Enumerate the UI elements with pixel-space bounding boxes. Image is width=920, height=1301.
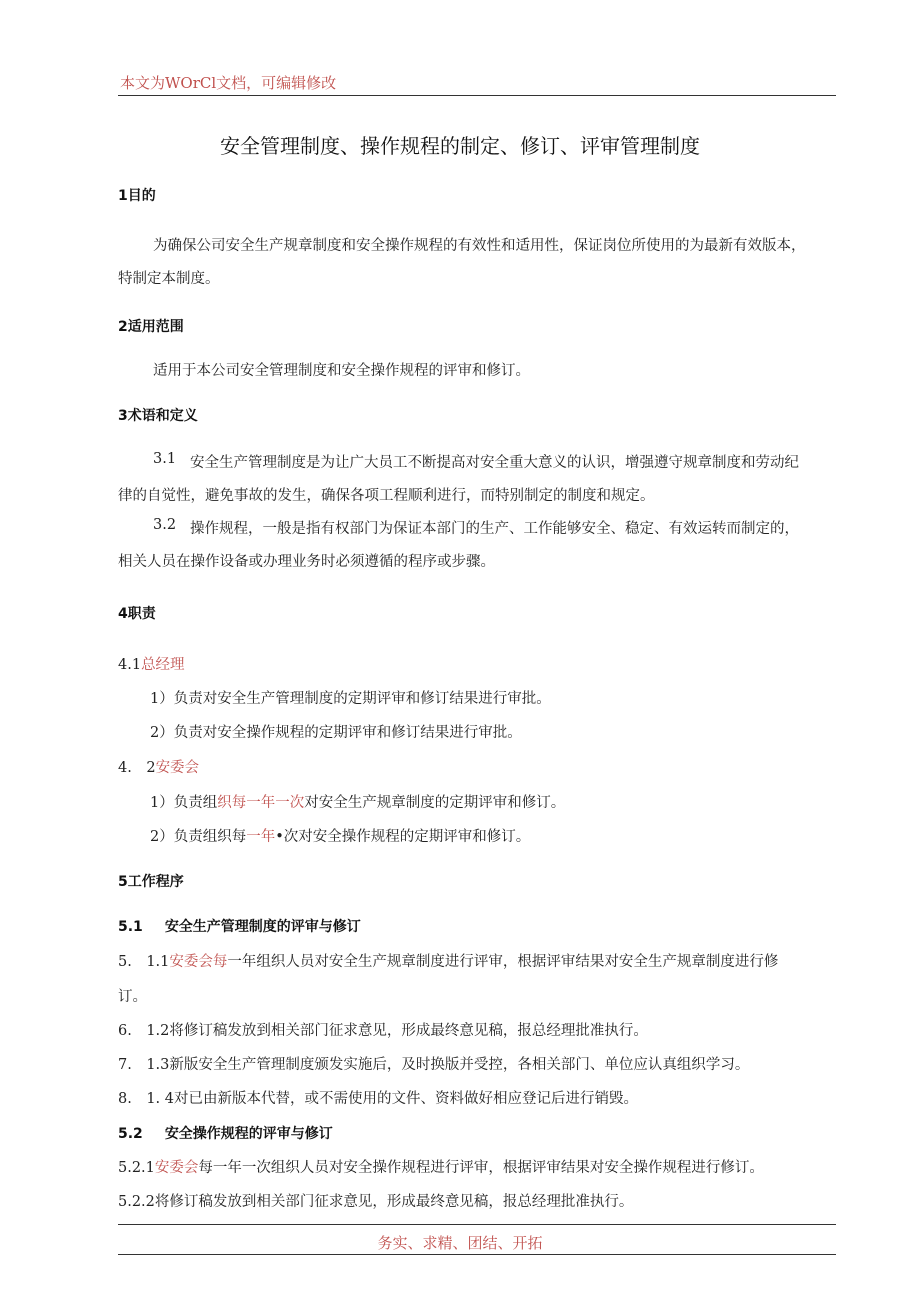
procedure-5-2-1 bbox=[118, 1156, 764, 1177]
duty-4-2-item1-text-c: 对安全生产规章制度的定期评审和修订。 bbox=[304, 795, 566, 811]
procedure-5-1-3-text: 新版安全生产管理制度颁发实施后，及时换版并受控，各相关部门、单位应认真组织学习。 bbox=[169, 1057, 750, 1073]
procedure-5-1-1-continued: 订。 bbox=[118, 989, 147, 1005]
subsection-5-2-number: 5.2 bbox=[118, 1126, 143, 1142]
procedure-5-1-1-number: 5. 1.1 bbox=[118, 954, 170, 970]
subsection-4-2-number: 4. 2 bbox=[118, 760, 156, 776]
duty-4-2-item1-highlight: 织每一年一次 bbox=[217, 795, 305, 811]
procedure-5-2-1-text: 每一年一次组织人员对安全操作规程进行评审，根据评审结果对安全操作规程进行修订。 bbox=[198, 1160, 764, 1176]
procedure-5-1-4 bbox=[118, 1087, 638, 1108]
definition-3-1-number: 3.1 bbox=[153, 451, 177, 467]
definition-3-1-line1: 安全生产管理制度是为让广大员工不断提高对安全重大意义的认识，增强遵守规章制度和劳动纪 bbox=[190, 455, 799, 471]
footer-rule-top bbox=[118, 1224, 836, 1225]
footer-note: 务实、求精、团结、开拓 bbox=[377, 1234, 543, 1252]
section-5-heading: 5工作程序 bbox=[118, 874, 184, 890]
duty-4-2-item2-highlight: 一年 bbox=[246, 829, 276, 845]
header-note: 本文为WOrCl文档，可编辑修改 bbox=[120, 74, 337, 92]
subsection-5-1-title: 安全生产管理制度的评审与修订 bbox=[164, 919, 361, 935]
procedure-5-1-1-text: 一年组织人员对安全生产规章制度进行评审，根据评审结果对安全生产规章制度进行修 bbox=[227, 954, 779, 970]
subsection-4-2 bbox=[118, 756, 199, 777]
procedure-5-1-4-text: 对已由新版本代替，或不需使用的文件、资料做好相应登记后进行销毁。 bbox=[174, 1091, 639, 1107]
subsection-5-2-heading bbox=[118, 1123, 333, 1143]
section-1-para-line2: 特制定本制度。 bbox=[118, 271, 220, 287]
procedure-5-1-2-text: 将修订稿发放到相关部门征求意见，形成最终意见稿，报总经理批准执行。 bbox=[169, 1023, 648, 1039]
subsection-5-1-number: 5.1 bbox=[118, 919, 143, 935]
procedure-5-2-1-number: 5.2.1 bbox=[118, 1160, 155, 1176]
duty-4-1-item2: 2）负责对安全操作规程的定期评审和修订结果进行审批。 bbox=[150, 725, 522, 741]
definition-3-2-number: 3.2 bbox=[153, 517, 177, 533]
subsection-5-1-heading bbox=[118, 916, 361, 936]
subsection-5-2-title: 安全操作规程的评审与修订 bbox=[164, 1126, 333, 1142]
section-2-heading: 2适用范围 bbox=[118, 319, 184, 335]
subsection-4-1-title: 总经理 bbox=[141, 657, 185, 673]
header-rule bbox=[118, 95, 836, 96]
section-4-heading: 4职责 bbox=[118, 606, 156, 622]
subsection-4-1-number: 4.1 bbox=[118, 657, 142, 673]
procedure-5-1-2 bbox=[118, 1019, 648, 1040]
duty-4-2-item1-text-a: 1）负责组 bbox=[150, 795, 218, 811]
procedure-5-2-2-number: 5.2.2 bbox=[118, 1194, 155, 1210]
definition-3-2-line2: 相关人员在操作设备或办理业务时必须遵循的程序或步骤。 bbox=[118, 554, 495, 570]
section-3-heading: 3术语和定义 bbox=[118, 408, 198, 424]
procedure-5-1-1 bbox=[118, 950, 778, 971]
footer-rule-bottom bbox=[118, 1254, 836, 1255]
definition-3-1-line2: 律的自觉性，避免事故的发生，确保各项工程顺利进行，而特别制定的制度和规定。 bbox=[118, 488, 655, 504]
procedure-5-1-3 bbox=[118, 1053, 749, 1074]
duty-4-2-item1 bbox=[150, 791, 565, 812]
subsection-4-1 bbox=[118, 653, 185, 674]
section-1-para-line1: 为确保公司安全生产规章制度和安全操作规程的有效性和适用性，保证岗位所使用的为最新有效版本， bbox=[153, 238, 806, 254]
procedure-5-1-2-number: 6. 1.2 bbox=[118, 1023, 170, 1039]
page-title: 安全管理制度、操作规程的制定、修订、评审管理制度 bbox=[220, 134, 700, 158]
definition-3-2-line1: 操作规程，一般是指有权部门为保证本部门的生产、工作能够安全、稳定、有效运转而制定的， bbox=[190, 521, 799, 537]
duty-4-2-item2 bbox=[150, 825, 530, 846]
procedure-5-1-1-highlight: 安委会每 bbox=[169, 954, 228, 970]
procedure-5-2-1-highlight: 安委会 bbox=[154, 1160, 199, 1176]
section-1-heading: 1目的 bbox=[118, 188, 156, 204]
subsection-4-2-title: 安委会 bbox=[155, 760, 200, 776]
procedure-5-2-2-text: 将修订稿发放到相关部门征求意见，形成最终意见稿，报总经理批准执行。 bbox=[154, 1194, 634, 1210]
procedure-5-1-3-number: 7. 1.3 bbox=[118, 1057, 170, 1073]
duty-4-2-item2-text-c: •次对安全操作规程的定期评审和修订。 bbox=[275, 829, 531, 845]
section-2-para: 适用于本公司安全管理制度和安全操作规程的评审和修订。 bbox=[153, 363, 530, 379]
duty-4-2-item2-text-a: 2）负责组织每 bbox=[150, 829, 247, 845]
duty-4-1-item1: 1）负责对安全生产管理制度的定期评审和修订结果进行审批。 bbox=[150, 691, 551, 707]
procedure-5-2-2 bbox=[118, 1190, 633, 1211]
procedure-5-1-4-number: 8. 1. 4 bbox=[118, 1091, 175, 1107]
